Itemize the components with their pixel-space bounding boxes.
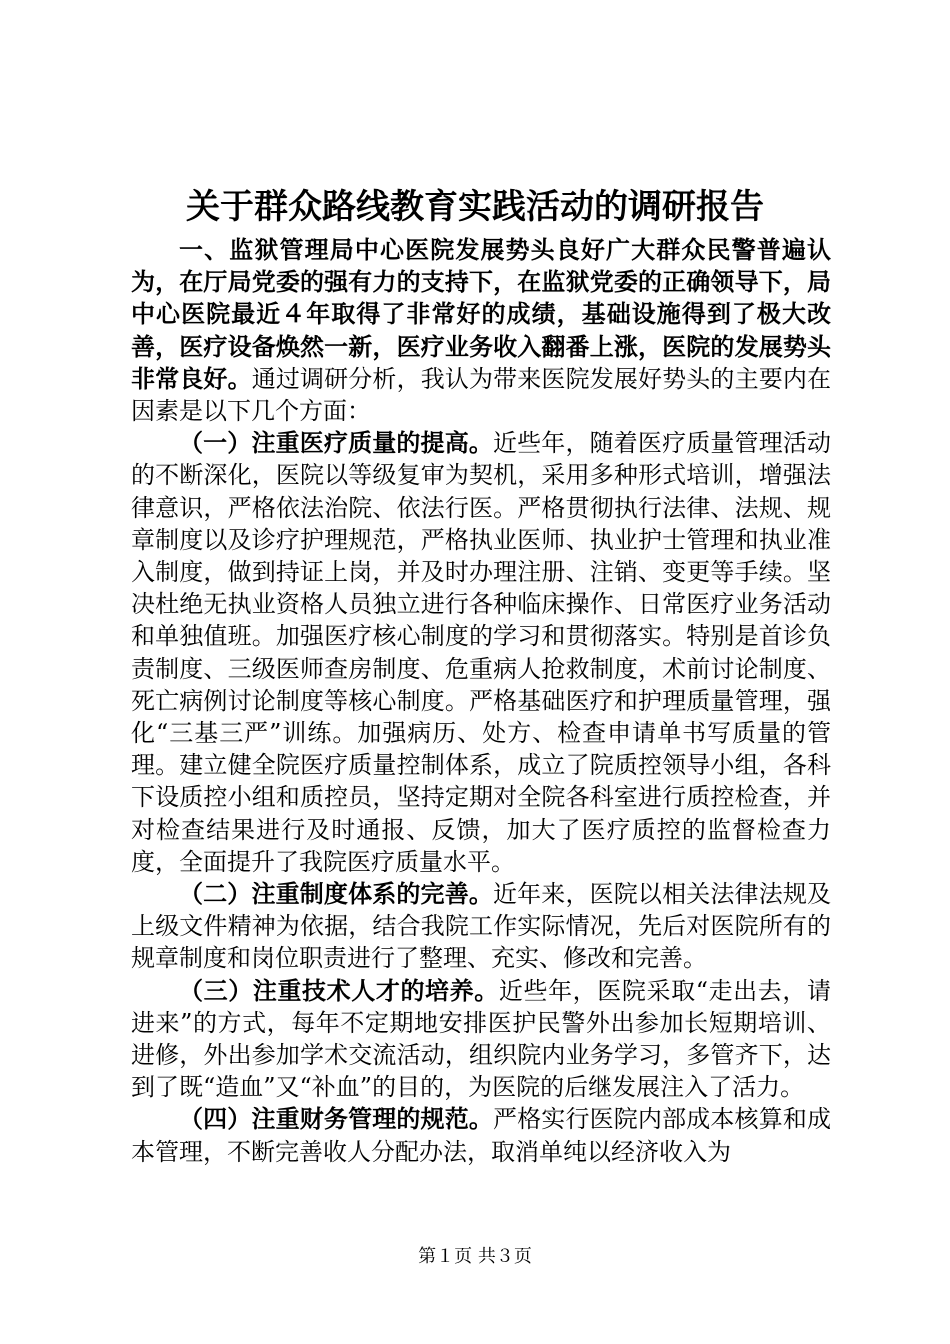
- paragraph-text: 近些年，随着医疗质量管理活动的不断深化，医院以等级复审为契机，采用多种形式培训，增强法律意识，严格依法治院、依法行医。严格贯彻执行法律、法规、规章制度以及诊疗护理规范，严格执业医师、执业护士管理和执业准入制度，做到持证上岗，并及时办理注册、注销、变更等手续。坚决杜绝无执业资格人员独立进行各种临床操作、日常医疗业务活动和单独值班。加强医疗核心制度的学习和贯彻落实。特别是首诊负责制度、三级医师查房制度、危重病人抢救制度，术前讨论制度、死亡病例讨论制度等核心制度。严格基础医疗和护理质量管理，强化“三基三严”训练。加强病历、处方、检查申请单书写质量的管理。建立健全院医疗质量控制体系，成立了院质控领导小组，各科下设质控小组和质控员，坚持定期对全院各科室进行质控检查，并对检查结果进行及时通报、反馈，加大了医疗质控的监督检查力度，全面提升了我院医疗质量水平。: [131, 429, 831, 876]
- paragraph-text: 近年来，医院以相关法律法规及上级文件精神为依据，结合我院工作实际情况，先后对医院所有的规章制度和岗位职责进行了整理、充实、修改和完善。: [131, 880, 831, 973]
- paragraph-heading: （一）注重医疗质量的提高。: [179, 429, 493, 458]
- paragraph-heading: （二）注重制度体系的完善。: [179, 880, 493, 909]
- page-number-footer: 第１页 共３页: [418, 1246, 532, 1267]
- paragraph-text: 近些年，医院采取“走出去，请进来”的方式，每年不定期地安排医护民警外出参加长短期培训、进修，外出参加学术交流活动，组织院内业务学习，多管齐下，达到了既“造血”又“补血”的目的，为医院的后继发展注入了活力。: [131, 976, 831, 1102]
- paragraph-heading: （四）注重财务管理的规范。: [179, 1105, 493, 1134]
- paragraph-3: [131, 878, 831, 975]
- paragraph-text: 严格实行医院内部成本核算和成本管理，不断完善收人分配办法，取消单纯以经济收入为: [131, 1105, 831, 1166]
- paragraph-5: [131, 1103, 831, 1167]
- paragraph-heading: 一、监狱管理局中心医院发展势头良好广大群众民警普遍认为，在厅局党委的强有力的支持下，在监狱党委的正确领导下，局中心医院最近４年取得了非常好的成绩，基础设施得到了极大改善，医疗设备焕然一新，医疗业务收入翻番上涨，医院的发展势头非常良好。: [131, 236, 831, 393]
- paragraph-heading: （三）注重技术人才的培养。: [179, 976, 499, 1005]
- document-body: [131, 234, 831, 1168]
- document-title: 关于群众路线教育实践活动的调研报告: [186, 187, 764, 227]
- paragraph-2: [131, 427, 831, 878]
- paragraph-4: [131, 975, 831, 1104]
- paragraph-1: [131, 234, 831, 427]
- paragraph-text: 通过调研分析，我认为带来医院发展好势头的主要内在因素是以下几个方面：: [131, 364, 832, 426]
